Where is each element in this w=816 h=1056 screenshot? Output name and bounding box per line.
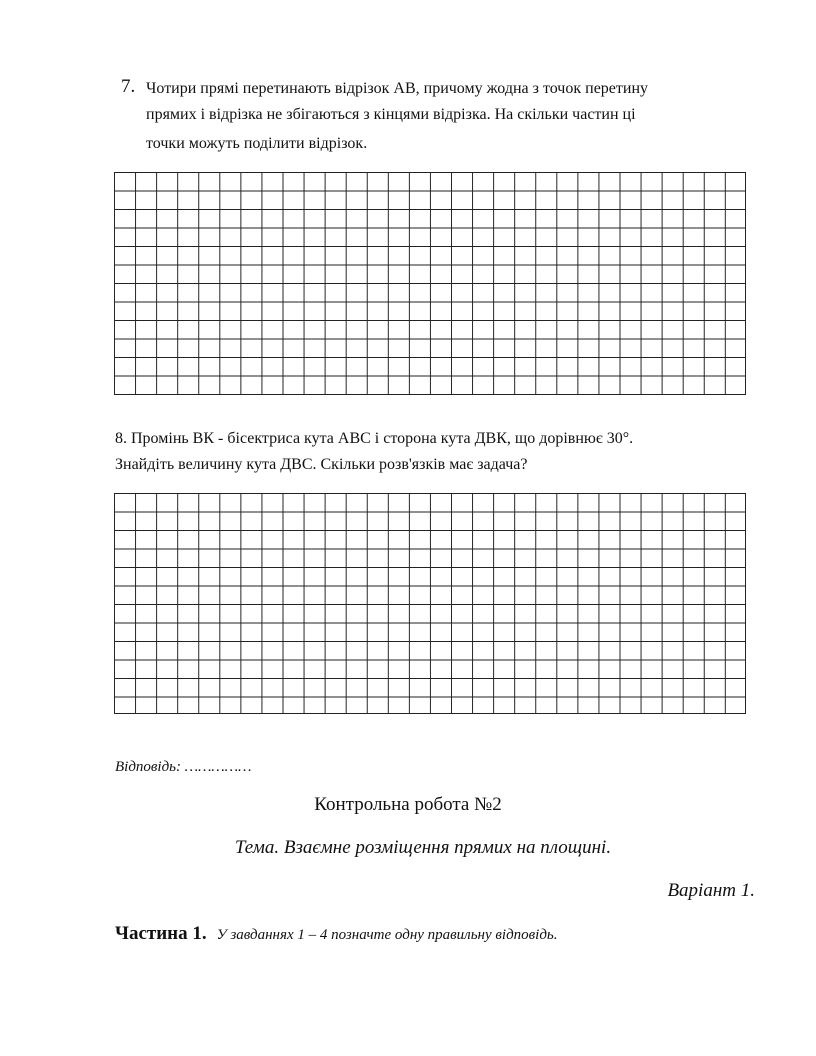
task-8-text-line-2: Знайдіть величину кута ДВС. Скільки розв'язків має задача? xyxy=(115,456,528,473)
test-title: Контрольна робота №2 xyxy=(314,794,502,815)
test-theme: Тема. Взаємне розміщення прямих на площині. xyxy=(234,837,612,858)
task-7-text-line-1: Чотири прямі перетинають відрізок АВ, причому жодна з точок перетину xyxy=(146,80,649,97)
answer-label: Відповідь: …………… xyxy=(115,759,252,775)
part-heading xyxy=(115,923,558,945)
task-7-text-line-2: прямих і відрізка не збігаються з кінцями відрізка. На скільки частин ці xyxy=(146,106,636,123)
task-7-number: 7. xyxy=(121,76,136,97)
test-variant: Варіант 1. xyxy=(667,880,755,901)
task-8-answer-grid xyxy=(114,493,746,714)
task-8-text-line-1: 8. Промінь ВК - бісектриса кута АВС і сторона кута ДВК, що дорівнює 30°. xyxy=(115,430,634,447)
task-7-text-line-3: точки можуть поділити відрізок. xyxy=(146,135,368,152)
part-label: Частина 1. xyxy=(115,923,207,944)
task-7-answer-grid xyxy=(114,172,746,395)
part-instruction: У завданнях 1 – 4 позначте одну правильну відповідь. xyxy=(216,927,558,943)
